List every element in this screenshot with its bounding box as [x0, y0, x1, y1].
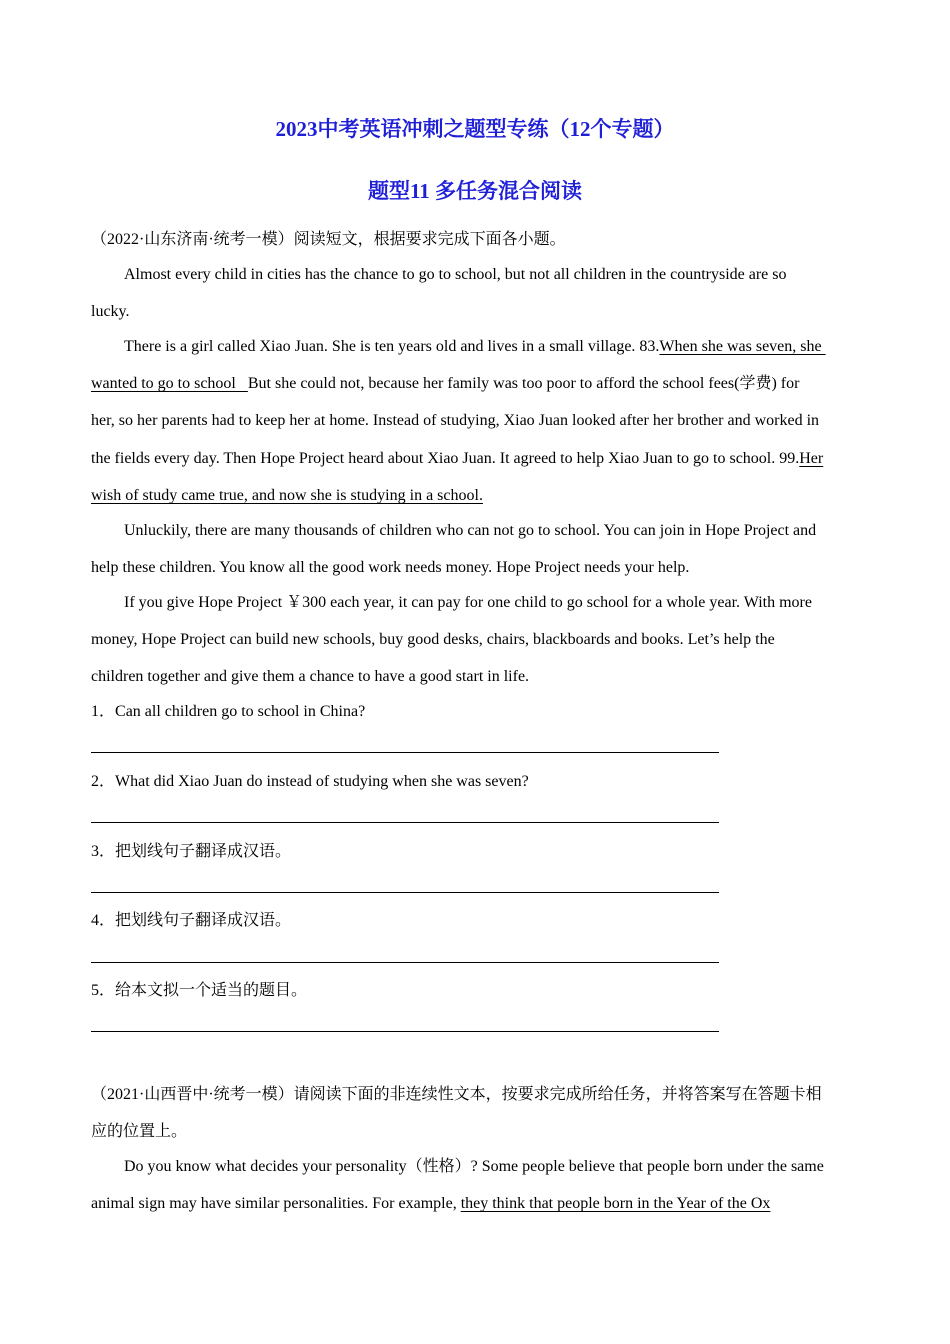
answer-line-1[interactable]: [91, 752, 719, 753]
passage1-p3-line1: Unluckily, there are many thousands of children who can not go to school. You can join in Hope Project and: [124, 522, 817, 539]
passage2-p1-line2: [91, 1194, 861, 1214]
question-2: [91, 772, 861, 792]
passage1-p2-line1-text: There is a girl called Xiao Juan. She is ten years old and lives in a small village. 83.: [124, 338, 660, 355]
passage1-p3-line2: help these children. You know all the good work needs money. Hope Project needs your help.: [91, 559, 690, 576]
passage1-source: （2022·山东济南·统考一模）阅读短文，根据要求完成下面各小题。: [91, 231, 566, 248]
passage1-p2-line4-text: the fields every day. Then Hope Project heard about Xiao Juan. It agreed to help Xiao Juan to go to school. 99.: [91, 450, 800, 467]
question-number: 3．: [91, 843, 116, 860]
question-number: 2．: [91, 773, 116, 790]
passage1-p4-line3: children together and give them a chance to have a good start in life.: [91, 668, 530, 685]
passage2-p1-line1: Do you know what decides your personality（性格）? Some people believe that people born under the same: [124, 1158, 824, 1175]
answer-line-4[interactable]: [91, 962, 719, 963]
question-text: What did Xiao Juan do instead of studying when she was seven?: [115, 773, 529, 790]
passage1-p2-line5: [91, 486, 861, 506]
passage2-p1-line2-text: animal sign may have similar personalities. For example,: [91, 1195, 461, 1212]
question-number: 1．: [91, 703, 116, 720]
question-4: [91, 911, 861, 931]
document-subtitle: 题型11 多任务混合阅读: [367, 179, 583, 203]
underlined-sentence-99-cont: wish of study came true, and now she is studying in a school.: [91, 487, 483, 504]
underlined-sentence-83-cont: wanted to go to school: [91, 375, 248, 392]
passage1-p2-line4: [91, 449, 861, 469]
passage2-source-line1: （2021·山西晋中·统考一模）请阅读下面的非连续性文本，按要求完成所给任务，并将答案写在答题卡相: [91, 1086, 822, 1103]
answer-line-3[interactable]: [91, 892, 719, 893]
passage1-p2-line2: [91, 374, 861, 394]
question-number: 5．: [91, 982, 116, 999]
passage2-source-line2: 应的位置上。: [91, 1123, 188, 1140]
underlined-sentence-83: When she was seven, she: [659, 338, 826, 355]
question-text: 给本文拟一个适当的题目。: [115, 982, 308, 999]
passage1-p1-line1: Almost every child in cities has the chance to go to school, but not all children in the countryside are so: [124, 266, 787, 283]
answer-line-2[interactable]: [91, 822, 719, 823]
question-text: 把划线句子翻译成汉语。: [115, 843, 292, 860]
underlined-sentence-99: Her: [799, 450, 824, 467]
question-3: [91, 842, 861, 862]
passage1-p2-line1: [124, 337, 894, 357]
underlined-sentence-ox: they think that people born in the Year of the Ox: [460, 1195, 771, 1212]
question-text: 把划线句子翻译成汉语。: [115, 912, 292, 929]
passage1-p2-line2-text: But she could not, because her family was too poor to afford the school fees(学费) for: [247, 375, 800, 392]
answer-line-5[interactable]: [91, 1031, 719, 1032]
passage1-p1-line2: lucky.: [91, 303, 130, 320]
question-number: 4．: [91, 912, 116, 929]
question-5: [91, 981, 861, 1001]
passage1-p2-line3: her, so her parents had to keep her at home. Instead of studying, Xiao Juan looked after her brother and worked in: [91, 412, 820, 429]
document-title: 2023中考英语冲刺之题型专练（12个专题）: [275, 117, 675, 141]
question-text: Can all children go to school in China?: [115, 703, 366, 720]
passage1-p4-line1: If you give Hope Project ￥300 each year, it can pay for one child to go school for a whole year. With more: [124, 594, 812, 611]
passage1-p4-line2: money, Hope Project can build new schools, buy good desks, chairs, blackboards and books. Let’s help the: [91, 631, 775, 648]
question-1: [91, 702, 861, 722]
